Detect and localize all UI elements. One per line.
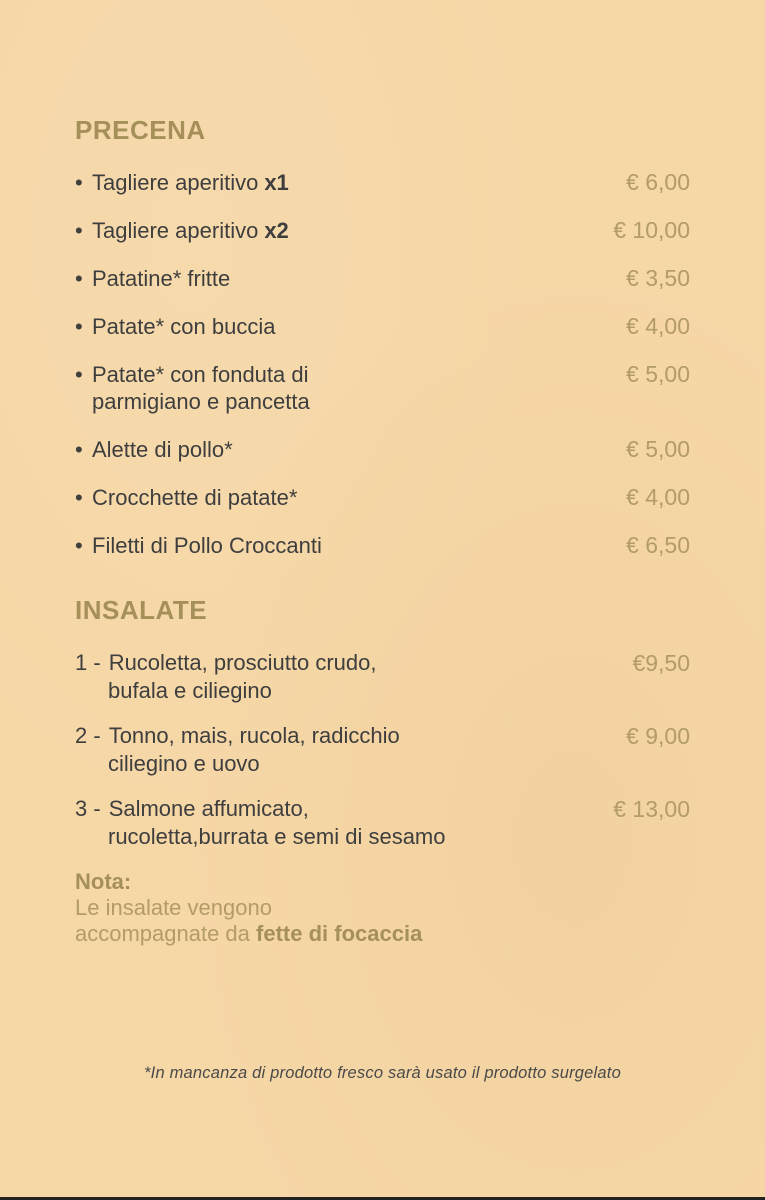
menu-item-name [75, 170, 289, 195]
salad-item-number: 1 - [75, 650, 101, 675]
bullet-icon: • [75, 485, 83, 510]
menu-item-label: Crocchette di patate* [92, 485, 298, 510]
menu-item [75, 170, 690, 195]
salad-item-label-line2: rucoletta,burrata e semi di sesamo [108, 824, 446, 849]
menu-item-price: € 4,00 [626, 313, 690, 339]
salad-item-name [75, 723, 400, 777]
menu-item [75, 266, 690, 291]
menu-item [75, 437, 690, 462]
note-line-2-regular: accompagnate da [75, 921, 257, 946]
section-title-insalate: INSALATE [75, 595, 208, 625]
menu-item-label: Patatine* fritte [92, 266, 231, 291]
menu-item [75, 533, 690, 558]
salad-item [75, 723, 690, 777]
menu-item-qty: x2 [264, 218, 289, 243]
note-title: Nota: [75, 869, 132, 894]
note-block [75, 869, 690, 947]
bullet-icon: • [75, 437, 83, 462]
bullet-icon: • [75, 266, 83, 291]
menu-item-label: Tagliere aperitivo [92, 170, 259, 195]
menu-item-name [75, 218, 289, 243]
menu-item-name [75, 533, 322, 558]
menu-item-label: Tagliere aperitivo [92, 218, 259, 243]
note-line-2 [75, 921, 690, 947]
menu-item-name [75, 437, 233, 462]
menu-item-price: € 10,00 [613, 217, 690, 243]
salad-item-name [75, 796, 446, 850]
menu-item-price: € 4,00 [626, 484, 690, 510]
salad-item-number: 2 - [75, 723, 101, 748]
bullet-icon: • [75, 170, 83, 195]
note-line-2-bold: fette di focaccia [256, 921, 423, 946]
menu-item-label: Filetti di Pollo Croccanti [92, 533, 322, 558]
salad-item [75, 796, 690, 850]
footer-disclaimer: *In mancanza di prodotto fresco sarà usato il prodotto surgelato [144, 1064, 621, 1082]
section-title-precena: PRECENA [75, 115, 206, 145]
menu-item-price: € 6,00 [626, 169, 690, 195]
salad-item-price: € 9,00 [626, 723, 690, 749]
salad-item-label: Rucoletta, prosciutto crudo, [108, 650, 377, 675]
menu-item [75, 362, 690, 414]
salad-item-label-line2: ciliegino e uovo [108, 751, 260, 776]
salad-item-name [75, 650, 377, 704]
salad-item-price: € 13,00 [613, 796, 690, 822]
menu-item-qty: x1 [264, 170, 289, 195]
bullet-icon: • [75, 362, 83, 387]
menu-item [75, 218, 690, 243]
salad-item-number: 3 - [75, 796, 101, 821]
menu-item-price: € 5,00 [626, 361, 690, 387]
salad-item-label: Tonno, mais, rucola, radicchio [108, 723, 400, 748]
bullet-icon: • [75, 314, 83, 339]
menu-item-label: Alette di pollo* [92, 437, 233, 462]
menu-item-price: € 5,00 [626, 436, 690, 462]
bullet-icon: • [75, 218, 83, 243]
menu-item-label-line2: parmigiano e pancetta [92, 389, 310, 414]
salad-item [75, 650, 690, 704]
salad-item-price: €9,50 [632, 650, 690, 676]
salad-item-label-line2: bufala e ciliegino [108, 678, 272, 703]
bullet-icon: • [75, 533, 83, 558]
salad-item-label: Salmone affumicato, [108, 796, 309, 821]
menu-item-price: € 3,50 [626, 265, 690, 291]
note-line-1: Le insalate vengono [75, 895, 272, 920]
menu-item [75, 485, 690, 510]
menu-item-label: Patate* con buccia [92, 314, 276, 339]
menu-item-name [75, 362, 310, 414]
menu-item-name [75, 314, 275, 339]
menu-item-name [75, 266, 230, 291]
menu-item-price: € 6,50 [626, 532, 690, 558]
menu-item-name [75, 485, 297, 510]
menu-item-label: Patate* con fonduta di [92, 362, 309, 387]
menu-item [75, 314, 690, 339]
